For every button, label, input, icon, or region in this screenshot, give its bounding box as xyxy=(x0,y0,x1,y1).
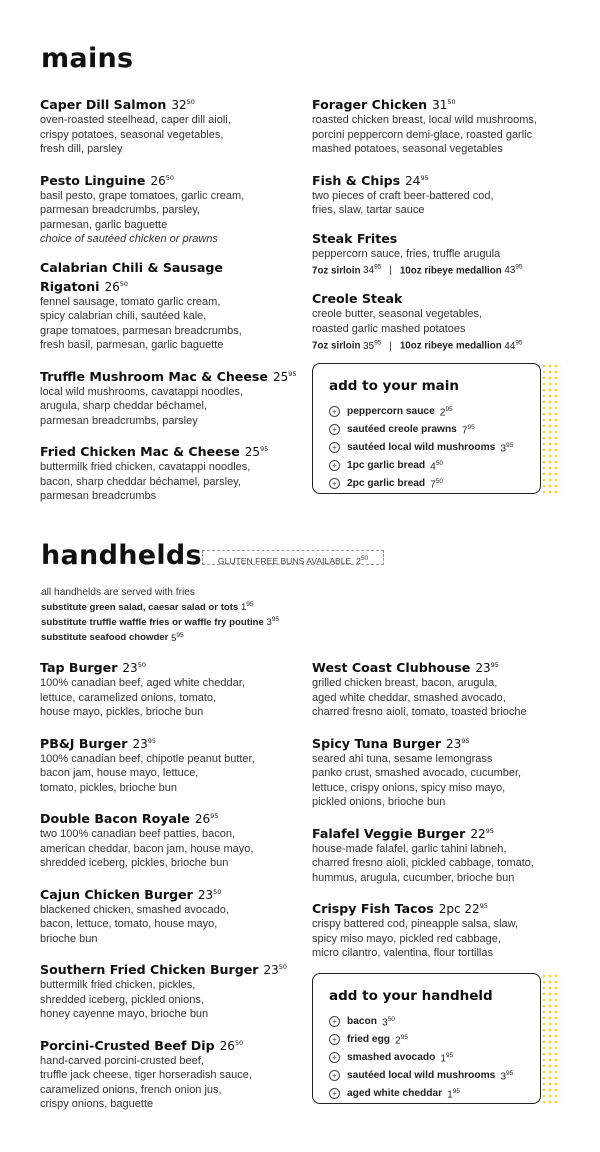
gluten-free-price: $2^{50}$ xyxy=(356,555,369,566)
menu-item xyxy=(40,94,302,157)
addon-item xyxy=(329,1085,526,1103)
menu-item xyxy=(40,657,302,720)
item-description: buttermilk fried chicken, pickles, xyxy=(40,979,196,991)
addon-item xyxy=(329,475,526,493)
item-description: shredded iceberg, pickles, brioche bun xyxy=(40,857,229,869)
substitution-item xyxy=(41,629,341,644)
item-description: tomato, pickles, brioche bun xyxy=(40,781,177,794)
item-description: parmesan, garlic baguette xyxy=(40,218,168,231)
mains-left-column xyxy=(40,94,302,517)
price: $26^{50}$ xyxy=(150,173,174,188)
plus-circle-icon: + xyxy=(329,442,340,453)
item-description: parmesan breadcrumbs xyxy=(40,490,157,502)
item-description: mashed potatoes, seasonal vegetables xyxy=(312,143,503,155)
addon-label: bacon xyxy=(347,1015,378,1027)
price: $3^{50}$ xyxy=(382,1016,395,1029)
price: $44^{95}$ xyxy=(504,339,523,352)
price: $22^{95}$ xyxy=(470,826,494,841)
plus-circle-icon: + xyxy=(329,1052,340,1063)
dot-pattern xyxy=(541,973,561,1104)
item-description: crispy onions, baguette xyxy=(40,1098,154,1110)
item-title: Tap Burger xyxy=(40,660,118,675)
item-title: Spicy Tuna Burger xyxy=(312,735,442,751)
item-description: fennel sausage, tomato garlic cream, xyxy=(40,295,221,308)
menu-item xyxy=(40,959,302,1022)
item-name xyxy=(312,823,574,842)
item-description: hand-carved porcini-crusted beef, xyxy=(40,1054,204,1067)
price: $26^{95}$ xyxy=(194,812,219,826)
item-description: micro cilantro, valentina, flour tortillas xyxy=(312,947,493,959)
price: $23^{50}$ xyxy=(263,963,288,977)
dot-pattern xyxy=(541,363,561,494)
item-description: buttermilk fried chicken, cavatappi noodles, xyxy=(40,461,251,473)
plus-circle-icon: + xyxy=(329,478,340,489)
addon-label: sautéed local wild mushrooms xyxy=(347,441,496,453)
item-description: roasted garlic mashed potatoes xyxy=(312,322,466,335)
price: $31^{50}$ xyxy=(432,98,456,112)
item-name xyxy=(40,366,302,385)
item-description: local wild mushrooms, cavatappi noodles, xyxy=(40,385,243,398)
addon-item xyxy=(329,457,526,475)
item-description: fresh basil, parmesan, garlic baguette xyxy=(40,339,224,351)
addon-label: 1pc garlic bread xyxy=(347,459,426,471)
item-description: house mayo, pickles, brioche bun xyxy=(40,706,204,718)
add-to-handheld-title: add to your handheld xyxy=(329,988,493,1004)
item-description: porcini peppercorn demi-glace, roasted garlic xyxy=(312,128,533,141)
price-options xyxy=(312,261,574,278)
item-name xyxy=(40,733,302,752)
item-title: Double Bacon Royale xyxy=(40,811,190,826)
addon-label: smashed avocado xyxy=(347,1051,436,1063)
item-description: oven-roasted steelhead, caper dill aioli, xyxy=(40,114,231,126)
substitution-item xyxy=(41,614,341,629)
price: $43^{95}$ xyxy=(504,264,523,277)
menu-item xyxy=(40,884,302,947)
price: $5^{95}$ xyxy=(171,631,184,644)
option-label: 7oz sirloin xyxy=(312,265,364,277)
add-to-main-list xyxy=(329,403,526,493)
addon-label: sautéed creole prawns xyxy=(347,423,457,435)
item-description: grilled chicken breast, bacon, arugula, xyxy=(312,677,498,689)
addon-item xyxy=(329,1031,526,1049)
plus-circle-icon: + xyxy=(329,1016,340,1027)
substitution-label: substitute seafood chowder xyxy=(41,632,172,644)
item-name xyxy=(312,170,574,189)
menu-item xyxy=(40,733,302,796)
addon-label: peppercorn sauce xyxy=(347,405,435,417)
item-description: hummus, arugula, cucumber, brioche bun xyxy=(312,871,515,884)
price: $1^{95}$ xyxy=(240,601,254,614)
price: $1^{95}$ xyxy=(447,1087,461,1101)
price: $26^{50}$ xyxy=(219,1038,244,1053)
item-description: truffle jack cheese, tiger horseradish sauce, xyxy=(40,1069,252,1081)
handhelds-left-column xyxy=(40,657,302,1125)
price-options xyxy=(312,336,574,353)
menu-item xyxy=(40,441,302,504)
addon-item xyxy=(329,1049,526,1067)
item-title: West Coast Clubhouse xyxy=(312,660,471,675)
price: $2^{95}$ xyxy=(395,1033,408,1047)
addon-item xyxy=(329,1013,526,1031)
item-description: charred fresno aioli, pickled cabbage, tomato, xyxy=(312,857,534,869)
add-to-handheld-box xyxy=(312,973,541,1104)
item-description: bacon jam, house mayo, lettuce, xyxy=(40,767,199,779)
item-name xyxy=(40,808,302,827)
gluten-free-note xyxy=(202,550,384,565)
item-title: Cajun Chicken Burger xyxy=(40,886,193,902)
item-name xyxy=(40,441,302,460)
item-title: Southern Fried Chicken Burger xyxy=(40,962,259,977)
item-description: pickled onions, brioche bun xyxy=(312,796,446,808)
item-name xyxy=(40,94,302,113)
add-to-handheld-list xyxy=(329,1013,526,1103)
item-title: Calabrian Chili & Sausage Rigatoni xyxy=(40,259,223,294)
handhelds-intro-text: all handhelds are served with fries xyxy=(41,587,196,598)
price: $25^{95}$ xyxy=(244,445,269,459)
price: $1^{95}$ xyxy=(440,1051,454,1065)
price: $25^{95}$ xyxy=(272,369,297,384)
price: $3^{95}$ xyxy=(266,616,280,629)
item-description: basil pesto, grape tomatoes, garlic cream, xyxy=(40,189,245,202)
item-description: crispy potatoes, seasonal vegetables, xyxy=(40,128,224,141)
addon-label: fried egg xyxy=(347,1033,391,1045)
menu-item xyxy=(312,823,574,886)
separator: | xyxy=(389,340,392,352)
item-description: arugula, sharp cheddar béchamel, xyxy=(40,400,207,412)
addon-label: sautéed local wild mushrooms xyxy=(347,1069,496,1081)
substitutions-list xyxy=(41,599,341,645)
item-title: PB&J Burger xyxy=(40,735,128,751)
item-description: american cheddar, bacon jam, house mayo, xyxy=(40,842,254,855)
plus-circle-icon: + xyxy=(329,1088,340,1099)
item-description: blackened chicken, smashed avocado, xyxy=(40,903,229,916)
item-description: parmesan breadcrumbs, parsley xyxy=(40,414,198,427)
item-name xyxy=(312,231,574,247)
menu-item xyxy=(312,170,574,218)
addon-item xyxy=(329,1067,526,1085)
item-description: crispy battered cod, pineapple salsa, slaw, xyxy=(312,918,519,930)
price: $3^{95}$ xyxy=(500,1069,514,1083)
price: $23^{50}$ xyxy=(197,887,222,902)
item-description: brioche bun xyxy=(40,932,98,945)
item-name xyxy=(312,291,574,307)
addon-label: aged white cheddar xyxy=(347,1087,443,1099)
item-name xyxy=(40,1035,302,1054)
menu-item xyxy=(312,291,574,353)
add-to-main-title: add to your main xyxy=(329,378,460,394)
addon-label: 2pc garlic bread xyxy=(347,477,426,489)
plus-circle-icon: + xyxy=(329,1034,340,1045)
item-description: roasted chicken breast, local wild mushrooms, xyxy=(312,114,537,126)
item-description: aged white cheddar, smashed avocado, xyxy=(312,691,506,704)
item-description: honey cayenne mayo, brioche bun xyxy=(40,1008,209,1020)
price: $24^{95}$ xyxy=(405,173,429,188)
item-description: caramelized onions, french onion jus, xyxy=(40,1083,222,1096)
item-title: Pesto Linguine xyxy=(40,172,146,188)
item-description: 100% canadian beef, chipotle peanut butter, xyxy=(40,752,255,765)
mains-right-column xyxy=(312,94,574,367)
item-description: seared ahi tuna, sesame lemongrass xyxy=(312,752,493,765)
item-title: Forager Chicken xyxy=(312,97,428,112)
item-name xyxy=(40,657,302,676)
price: $7^{50}$ xyxy=(430,477,444,491)
menu-item xyxy=(312,231,574,279)
menu-item xyxy=(312,733,574,810)
substitution-label: substitute truffle waffle fries or waffle fry poutine xyxy=(41,617,267,629)
menu-item xyxy=(312,657,574,720)
separator: | xyxy=(389,265,392,277)
item-title: Crispy Fish Tacos xyxy=(312,901,434,916)
item-title: Caper Dill Salmon xyxy=(40,97,167,112)
item-name xyxy=(312,733,574,752)
item-note: choice of sautéed chicken or prawns xyxy=(40,233,218,245)
item-description: shredded iceberg, pickled onions, xyxy=(40,993,204,1006)
price: 2pc $22^{95}$ xyxy=(438,902,488,916)
item-title: Steak Frites xyxy=(312,230,398,246)
menu-item xyxy=(312,94,574,157)
item-name xyxy=(312,94,574,113)
menu-item xyxy=(40,808,302,871)
option-label: 10oz ribeye medallion xyxy=(399,265,505,277)
item-description: charred fresno aioli, tomato, toasted brioche xyxy=(312,706,527,718)
item-title: Fish & Chips xyxy=(312,172,401,188)
item-description: fries, slaw, tartar sauce xyxy=(312,204,425,216)
menu-item xyxy=(40,260,302,353)
addon-item xyxy=(329,403,526,421)
item-title: Creole Steak xyxy=(312,291,403,307)
handhelds-title: handhelds xyxy=(41,540,202,571)
item-name xyxy=(40,884,302,903)
option-label: 10oz ribeye medallion xyxy=(399,340,505,352)
item-description: peppercorn sauce, fries, truffle arugula xyxy=(312,247,501,260)
item-description: lettuce, crispy onions, spicy miso mayo, xyxy=(312,781,506,794)
menu-item xyxy=(40,170,302,247)
plus-circle-icon: + xyxy=(329,406,340,417)
substitution-label: substitute green salad, caesar salad or tots xyxy=(41,602,241,614)
item-name xyxy=(312,657,574,676)
menu-item xyxy=(40,1035,302,1112)
item-description: spicy calabrian chili, sautéed kale, xyxy=(40,310,207,322)
item-title: Falafel Veggie Burger xyxy=(312,825,466,841)
item-name xyxy=(312,898,574,917)
item-description: two 100% canadian beef patties, bacon, xyxy=(40,828,236,840)
item-description: 100% canadian beef, aged white cheddar, xyxy=(40,677,245,689)
option-label: 7oz sirloin xyxy=(312,340,364,352)
addon-item xyxy=(329,421,526,439)
plus-circle-icon: + xyxy=(329,424,340,435)
menu-item xyxy=(312,898,574,961)
substitution-item xyxy=(41,599,341,614)
price: $34^{95}$ xyxy=(363,264,382,277)
item-description: spicy miso mayo, pickled red cabbage, xyxy=(312,932,501,945)
price: $23^{50}$ xyxy=(122,661,146,675)
gluten-free-label: GLUTEN FREE BUNS AVAILABLE xyxy=(217,555,352,566)
item-description: bacon, lettuce, tomato, house mayo, xyxy=(40,918,218,930)
item-description: house-made falafel, garlic tahini labneh, xyxy=(312,842,507,855)
item-description: grape tomatoes, parmesan breadcrumbs, xyxy=(40,324,242,337)
price: $23^{95}$ xyxy=(132,736,156,751)
item-title: Porcini-Crusted Beef Dip xyxy=(40,1037,215,1053)
add-to-main-box xyxy=(312,363,541,494)
item-description: fresh dill, parsley xyxy=(40,143,123,155)
item-title: Fried Chicken Mac & Cheese xyxy=(40,444,240,459)
plus-circle-icon: + xyxy=(329,460,340,471)
price: $35^{95}$ xyxy=(363,339,382,352)
mains-title: mains xyxy=(41,43,134,74)
item-description: parmesan breadcrumbs, parsley, xyxy=(40,204,200,216)
price: $3^{95}$ xyxy=(500,441,514,455)
addon-item xyxy=(329,439,526,457)
item-description: bacon, sharp cheddar béchamel, parsley, xyxy=(40,475,241,488)
price: $7^{95}$ xyxy=(461,423,475,437)
item-description: creole butter, seasonal vegetables, xyxy=(312,308,483,321)
plus-circle-icon: + xyxy=(329,1070,340,1081)
price: $23^{95}$ xyxy=(446,736,470,751)
item-description: lettuce, caramelized onions, tomato, xyxy=(40,691,217,704)
item-name xyxy=(40,170,302,189)
menu-item xyxy=(40,366,302,429)
handhelds-right-column xyxy=(312,657,574,974)
price: $26^{50}$ xyxy=(104,279,129,294)
item-title: Truffle Mushroom Mac & Cheese xyxy=(40,368,268,384)
item-name xyxy=(40,959,302,978)
item-description: two pieces of craft beer-battered cod, xyxy=(312,189,494,202)
handhelds-intro xyxy=(41,586,341,645)
price: $23^{95}$ xyxy=(475,661,499,675)
item-description: panko crust, smashed avocado, cucumber, xyxy=(312,767,522,779)
price: $2^{95}$ xyxy=(439,406,453,419)
price: $32^{50}$ xyxy=(171,98,195,112)
item-name xyxy=(40,260,302,295)
price: $4^{50}$ xyxy=(430,459,444,473)
